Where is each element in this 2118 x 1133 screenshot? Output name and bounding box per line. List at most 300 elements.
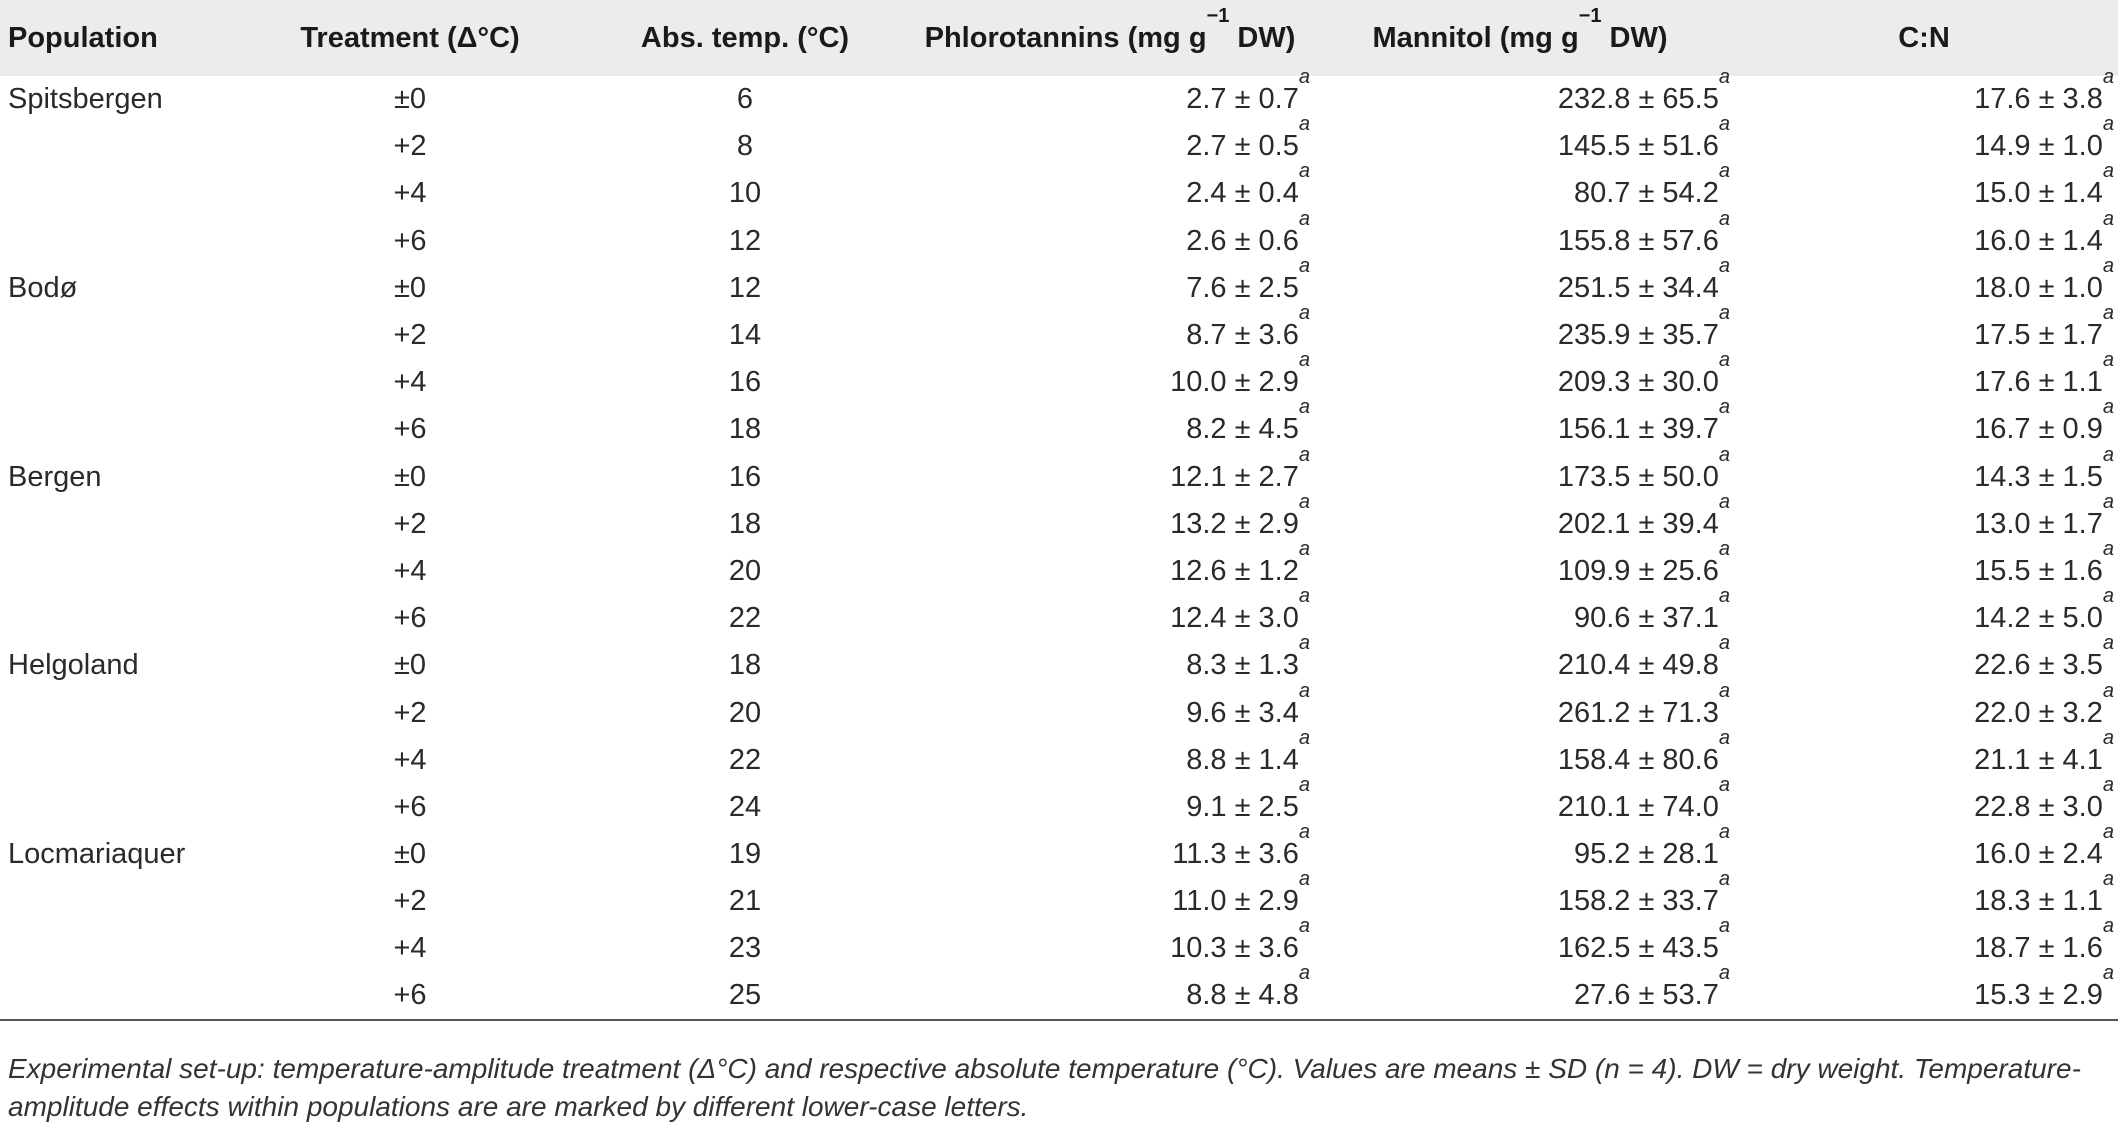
cell-phlorotannins	[910, 962, 1310, 1020]
cell-mannitol-significance-letter: a	[1718, 443, 1730, 466]
cell-abs-temp	[580, 973, 910, 1020]
table-row	[0, 737, 2118, 784]
cell-mannitol-value: 158.4 ± 80.6	[1557, 743, 1719, 776]
cell-phlorotannins-significance-letter: a	[1298, 962, 1310, 985]
cell-phlorotannins-value: 13.2 ± 2.9	[1170, 507, 1299, 540]
cell-mannitol-significance-letter: a	[1718, 868, 1730, 891]
cell-treatment-value: +2	[393, 885, 427, 918]
header-population: Population	[8, 21, 158, 54]
cell-abs-temp-value: 12	[728, 271, 762, 304]
cell-abs-temp	[580, 359, 910, 406]
cell-mannitol-significance-letter: a	[1718, 773, 1730, 796]
table-row	[0, 595, 2118, 642]
cell-cn-ratio	[1730, 915, 2118, 972]
header-treatment: Treatment (Δ°C)	[300, 21, 520, 54]
cell-phlorotannins-value: 8.7 ± 3.6	[1186, 319, 1299, 352]
cell-phlorotannins-significance-letter: a	[1298, 490, 1310, 513]
cell-mannitol-significance-letter: a	[1718, 349, 1730, 372]
cell-phlorotannins-significance-letter: a	[1298, 302, 1310, 325]
cell-phlorotannins-value: 7.6 ± 2.5	[1186, 271, 1299, 304]
cell-population	[0, 878, 240, 925]
cell-cn-ratio-significance-letter: a	[2102, 349, 2114, 372]
cell-mannitol-significance-letter: a	[1718, 302, 1730, 325]
cell-treatment	[240, 123, 580, 170]
cell-treatment	[240, 737, 580, 784]
cell-cn-ratio-significance-letter: a	[2102, 207, 2114, 230]
cell-treatment-value: +4	[393, 554, 427, 587]
cell-cn-ratio-significance-letter: a	[2102, 821, 2114, 844]
cell-mannitol-value: 173.5 ± 50.0	[1557, 460, 1719, 493]
cell-cn-ratio-significance-letter: a	[2102, 868, 2114, 891]
cell-cn-ratio-value: 22.0 ± 3.2	[1974, 696, 2103, 729]
cell-treatment-value: +6	[393, 224, 427, 257]
cell-phlorotannins-value: 8.8 ± 1.4	[1186, 743, 1299, 776]
cell-cn-ratio-value: 18.7 ± 1.6	[1974, 932, 2103, 965]
cell-mannitol-significance-letter: a	[1718, 821, 1730, 844]
header-mannitol	[1310, 0, 1730, 76]
table-row	[0, 784, 2118, 831]
cell-mannitol-value: 162.5 ± 43.5	[1557, 932, 1719, 965]
cell-cn-ratio-significance-letter: a	[2102, 113, 2114, 136]
cell-cn-ratio-value: 18.3 ± 1.1	[1974, 885, 2103, 918]
cell-phlorotannins-value: 2.7 ± 0.5	[1186, 130, 1299, 163]
cell-phlorotannins	[910, 868, 1310, 925]
cell-treatment	[240, 784, 580, 831]
cell-phlorotannins-significance-letter: a	[1298, 66, 1310, 89]
cell-population-value: Locmariaquer	[8, 838, 186, 871]
table-row	[0, 548, 2118, 595]
cell-treatment-value: +6	[393, 790, 427, 823]
cell-phlorotannins-value: 2.6 ± 0.6	[1186, 224, 1299, 257]
cell-mannitol-value: 210.4 ± 49.8	[1557, 649, 1719, 682]
cell-treatment-value: +4	[393, 743, 427, 776]
cell-abs-temp-value: 16	[728, 366, 762, 399]
cell-phlorotannins	[910, 679, 1310, 736]
cell-mannitol-value: 156.1 ± 39.7	[1557, 413, 1719, 446]
cell-cn-ratio-value: 16.0 ± 1.4	[1974, 224, 2103, 257]
cell-phlorotannins	[910, 254, 1310, 312]
header-mannitol-exponent: −1	[1578, 4, 1602, 27]
cell-cn-ratio-value: 17.6 ± 1.1	[1974, 366, 2103, 399]
cell-cn-ratio	[1730, 66, 2118, 123]
cell-treatment	[240, 642, 580, 689]
cell-population	[0, 501, 240, 548]
cell-phlorotannins-significance-letter: a	[1298, 679, 1310, 702]
cell-population	[0, 784, 240, 831]
cell-mannitol-significance-letter: a	[1718, 66, 1730, 89]
cell-treatment-value: +4	[393, 177, 427, 210]
cell-cn-ratio-significance-letter: a	[2102, 962, 2114, 985]
table-row	[0, 925, 2118, 972]
cell-cn-ratio-value: 16.0 ± 2.4	[1974, 838, 2103, 871]
cell-treatment	[240, 170, 580, 217]
cell-mannitol-significance-letter: a	[1718, 207, 1730, 230]
cell-population	[0, 925, 240, 972]
cell-phlorotannins-significance-letter: a	[1298, 868, 1310, 891]
cell-mannitol	[1310, 773, 1730, 831]
cell-treatment	[240, 76, 580, 123]
cell-phlorotannins	[910, 726, 1310, 784]
cell-phlorotannins	[910, 443, 1310, 501]
cell-cn-ratio	[1730, 254, 2118, 312]
cell-population	[0, 123, 240, 170]
cell-mannitol	[1310, 537, 1730, 595]
cell-cn-ratio	[1730, 773, 2118, 831]
cell-cn-ratio-significance-letter: a	[2102, 679, 2114, 702]
cell-abs-temp	[580, 831, 910, 878]
table-row	[0, 831, 2118, 878]
cell-abs-temp-value: 25	[728, 979, 762, 1012]
cell-treatment	[240, 831, 580, 878]
cell-abs-temp	[580, 595, 910, 642]
cell-mannitol	[1310, 679, 1730, 736]
cell-phlorotannins-value: 8.3 ± 1.3	[1186, 649, 1299, 682]
cell-phlorotannins-value: 2.4 ± 0.4	[1186, 177, 1299, 210]
cell-population	[0, 595, 240, 642]
cell-mannitol	[1310, 868, 1730, 925]
cell-abs-temp	[580, 170, 910, 217]
cell-phlorotannins	[910, 537, 1310, 595]
table-row	[0, 878, 2118, 925]
cell-abs-temp	[580, 123, 910, 170]
cell-abs-temp	[580, 737, 910, 784]
cell-cn-ratio	[1730, 349, 2118, 406]
cell-treatment	[240, 265, 580, 312]
cell-cn-ratio-value: 14.2 ± 5.0	[1974, 602, 2103, 635]
cell-abs-temp	[580, 76, 910, 123]
cell-mannitol-significance-letter: a	[1718, 726, 1730, 749]
cell-cn-ratio-value: 16.7 ± 0.9	[1974, 413, 2103, 446]
cell-abs-temp	[580, 218, 910, 265]
cell-phlorotannins	[910, 490, 1310, 548]
cell-treatment	[240, 218, 580, 265]
cell-cn-ratio	[1730, 490, 2118, 548]
cell-mannitol-value: 235.9 ± 35.7	[1557, 319, 1719, 352]
cell-phlorotannins-significance-letter: a	[1298, 726, 1310, 749]
cell-phlorotannins-value: 10.3 ± 3.6	[1170, 932, 1299, 965]
cell-mannitol-value: 232.8 ± 65.5	[1557, 83, 1719, 116]
cell-treatment-value: ±0	[393, 271, 427, 304]
cell-cn-ratio	[1730, 821, 2118, 878]
cell-abs-temp	[580, 925, 910, 972]
cell-cn-ratio	[1730, 113, 2118, 170]
cell-mannitol-value: 261.2 ± 71.3	[1557, 696, 1719, 729]
cell-mannitol	[1310, 207, 1730, 265]
cell-treatment-value: +4	[393, 366, 427, 399]
cell-phlorotannins-significance-letter: a	[1298, 207, 1310, 230]
cell-phlorotannins	[910, 160, 1310, 217]
cell-mannitol-significance-letter: a	[1718, 113, 1730, 136]
cell-cn-ratio-significance-letter: a	[2102, 585, 2114, 608]
cell-abs-temp-value: 14	[728, 319, 762, 352]
cell-phlorotannins-value: 11.3 ± 3.6	[1172, 838, 1299, 871]
cell-cn-ratio-value: 13.0 ± 1.7	[1974, 507, 2103, 540]
cell-mannitol-significance-letter: a	[1718, 679, 1730, 702]
cell-mannitol-value: 210.1 ± 74.0	[1557, 790, 1719, 823]
cell-abs-temp-value: 16	[728, 460, 762, 493]
cell-mannitol-significance-letter: a	[1718, 160, 1730, 183]
cell-phlorotannins-significance-letter: a	[1298, 537, 1310, 560]
cell-cn-ratio-significance-letter: a	[2102, 302, 2114, 325]
cell-phlorotannins	[910, 773, 1310, 831]
cell-mannitol-value: 158.2 ± 33.7	[1557, 885, 1719, 918]
cell-mannitol	[1310, 254, 1730, 312]
table-row	[0, 359, 2118, 406]
cell-cn-ratio-value: 14.9 ± 1.0	[1974, 130, 2103, 163]
cell-mannitol-value: 27.6 ± 53.7	[1573, 979, 1719, 1012]
table-row	[0, 406, 2118, 453]
cell-mannitol	[1310, 490, 1730, 548]
header-row	[0, 0, 2118, 76]
cell-mannitol-value: 80.7 ± 54.2	[1573, 177, 1719, 210]
cell-treatment-value: +6	[393, 602, 427, 635]
cell-mannitol	[1310, 160, 1730, 217]
header-cn-ratio: C:N	[1898, 21, 1950, 54]
cell-population	[0, 454, 240, 501]
cell-cn-ratio-value: 14.3 ± 1.5	[1974, 460, 2103, 493]
cell-cn-ratio	[1730, 962, 2118, 1020]
header-phlorotannins	[910, 0, 1310, 76]
cell-cn-ratio	[1730, 207, 2118, 265]
cell-mannitol-significance-letter: a	[1718, 396, 1730, 419]
cell-abs-temp	[580, 642, 910, 689]
cell-phlorotannins-value: 9.6 ± 3.4	[1186, 696, 1299, 729]
cell-population	[0, 973, 240, 1020]
cell-cn-ratio-value: 15.5 ± 1.6	[1974, 554, 2103, 587]
cell-population	[0, 406, 240, 453]
cell-abs-temp-value: 20	[728, 554, 762, 587]
cell-phlorotannins-value: 12.6 ± 1.2	[1170, 554, 1299, 587]
cell-cn-ratio	[1730, 868, 2118, 925]
table-row	[0, 312, 2118, 359]
cell-treatment-value: ±0	[393, 83, 427, 116]
table-row	[0, 973, 2118, 1020]
cell-mannitol	[1310, 349, 1730, 406]
cell-mannitol-value: 90.6 ± 37.1	[1573, 602, 1719, 635]
cell-abs-temp	[580, 501, 910, 548]
cell-mannitol-value: 109.9 ± 25.6	[1557, 554, 1719, 587]
cell-phlorotannins	[910, 349, 1310, 406]
cell-cn-ratio-value: 22.8 ± 3.0	[1974, 790, 2103, 823]
cell-phlorotannins	[910, 113, 1310, 170]
cell-treatment	[240, 406, 580, 453]
cell-mannitol-value: 251.5 ± 34.4	[1557, 271, 1719, 304]
cell-phlorotannins-significance-letter: a	[1298, 160, 1310, 183]
cell-phlorotannins-significance-letter: a	[1298, 113, 1310, 136]
cell-abs-temp-value: 18	[728, 413, 762, 446]
cell-abs-temp-value: 12	[728, 224, 762, 257]
cell-population	[0, 76, 240, 123]
cell-phlorotannins	[910, 207, 1310, 265]
cell-abs-temp-value: 18	[728, 507, 762, 540]
cell-mannitol	[1310, 66, 1730, 123]
cell-cn-ratio-significance-letter: a	[2102, 537, 2114, 560]
cell-treatment-value: +2	[393, 319, 427, 352]
cell-mannitol-significance-letter: a	[1718, 915, 1730, 938]
cell-treatment	[240, 973, 580, 1020]
cell-population	[0, 170, 240, 217]
cell-treatment	[240, 312, 580, 359]
cell-phlorotannins-significance-letter: a	[1298, 585, 1310, 608]
cell-treatment	[240, 925, 580, 972]
cell-mannitol-value: 209.3 ± 30.0	[1557, 366, 1719, 399]
cell-abs-temp	[580, 878, 910, 925]
cell-treatment-value: +6	[393, 979, 427, 1012]
cell-treatment-value: +2	[393, 696, 427, 729]
cell-mannitol	[1310, 443, 1730, 501]
cell-cn-ratio	[1730, 302, 2118, 359]
cell-cn-ratio	[1730, 632, 2118, 689]
cell-cn-ratio-significance-letter: a	[2102, 773, 2114, 796]
cell-phlorotannins-value: 9.1 ± 2.5	[1186, 790, 1299, 823]
cell-abs-temp-value: 20	[728, 696, 762, 729]
cell-treatment	[240, 501, 580, 548]
table-row	[0, 218, 2118, 265]
cell-mannitol	[1310, 632, 1730, 689]
cell-population	[0, 831, 240, 878]
cell-cn-ratio-significance-letter: a	[2102, 443, 2114, 466]
cell-phlorotannins	[910, 632, 1310, 689]
cell-mannitol-significance-letter: a	[1718, 490, 1730, 513]
cell-phlorotannins-value: 12.1 ± 2.7	[1170, 460, 1299, 493]
cell-phlorotannins	[910, 302, 1310, 359]
cell-phlorotannins-significance-letter: a	[1298, 254, 1310, 277]
cell-abs-temp-value: 22	[728, 743, 762, 776]
cell-abs-temp	[580, 312, 910, 359]
header-phlorotannins-text: Phlorotannins (mg g	[924, 21, 1207, 54]
cell-population-value: Bergen	[8, 460, 102, 493]
cell-population	[0, 737, 240, 784]
cell-treatment	[240, 689, 580, 736]
cell-abs-temp-value: 8	[736, 130, 754, 163]
cell-abs-temp	[580, 548, 910, 595]
cell-population	[0, 359, 240, 406]
cell-treatment-value: ±0	[393, 460, 427, 493]
cell-phlorotannins-significance-letter: a	[1298, 349, 1310, 372]
cell-mannitol-value: 202.1 ± 39.4	[1557, 507, 1719, 540]
table-row	[0, 170, 2118, 217]
cell-mannitol-significance-letter: a	[1718, 632, 1730, 655]
cell-mannitol	[1310, 113, 1730, 170]
cell-population	[0, 689, 240, 736]
cell-treatment	[240, 548, 580, 595]
cell-mannitol	[1310, 915, 1730, 972]
cell-mannitol-significance-letter: a	[1718, 585, 1730, 608]
cell-treatment-value: ±0	[393, 649, 427, 682]
cell-mannitol	[1310, 302, 1730, 359]
header-mannitol-text: Mannitol (mg g	[1372, 21, 1579, 54]
cell-mannitol-significance-letter: a	[1718, 537, 1730, 560]
cell-cn-ratio	[1730, 443, 2118, 501]
cell-cn-ratio-value: 21.1 ± 4.1	[1974, 743, 2103, 776]
cell-mannitol	[1310, 585, 1730, 642]
cell-abs-temp	[580, 689, 910, 736]
cell-abs-temp-value: 21	[728, 885, 762, 918]
cell-cn-ratio	[1730, 726, 2118, 784]
cell-phlorotannins-significance-letter: a	[1298, 632, 1310, 655]
cell-phlorotannins	[910, 396, 1310, 453]
cell-cn-ratio-significance-letter: a	[2102, 66, 2114, 89]
cell-treatment	[240, 878, 580, 925]
cell-treatment-value: +4	[393, 932, 427, 965]
cell-cn-ratio-value: 17.5 ± 1.7	[1974, 319, 2103, 352]
cell-cn-ratio-significance-letter: a	[2102, 632, 2114, 655]
cell-treatment	[240, 454, 580, 501]
table-row	[0, 642, 2118, 689]
cell-mannitol-value: 145.5 ± 51.6	[1557, 130, 1719, 163]
cell-phlorotannins-value: 8.8 ± 4.8	[1186, 979, 1299, 1012]
cell-cn-ratio-significance-letter: a	[2102, 254, 2114, 277]
header-phlorotannins-exponent: −1	[1206, 4, 1230, 27]
header-phlorotannins-unit: DW)	[1229, 21, 1296, 54]
cell-treatment-value: +6	[393, 413, 427, 446]
cell-abs-temp-value: 23	[728, 932, 762, 965]
cell-population-value: Bodø	[8, 271, 78, 304]
cell-mannitol	[1310, 821, 1730, 878]
cell-cn-ratio	[1730, 160, 2118, 217]
table-row	[0, 454, 2118, 501]
cell-abs-temp-value: 10	[728, 177, 762, 210]
cell-cn-ratio-significance-letter: a	[2102, 915, 2114, 938]
cell-phlorotannins	[910, 915, 1310, 972]
cell-phlorotannins-value: 2.7 ± 0.7	[1186, 83, 1299, 116]
cell-phlorotannins-value: 11.0 ± 2.9	[1172, 885, 1299, 918]
cell-population	[0, 312, 240, 359]
table-body	[0, 66, 2118, 1020]
cell-phlorotannins-significance-letter: a	[1298, 396, 1310, 419]
cell-abs-temp-value: 6	[736, 83, 754, 116]
cell-treatment-value: +2	[393, 130, 427, 163]
cell-abs-temp-value: 18	[728, 649, 762, 682]
cell-treatment-value: +2	[393, 507, 427, 540]
cell-phlorotannins-significance-letter: a	[1298, 915, 1310, 938]
table-footnote: Experimental set-up: temperature-amplitude treatment (Δ°C) and respective absolute temperature (°C). Values are means ± SD (n = 4). DW = dry weight. Temperature-amplitude effects within populations are are marked by different lower-case letters.	[8, 1053, 2081, 1122]
cell-cn-ratio-value: 22.6 ± 3.5	[1974, 649, 2103, 682]
table-row	[0, 76, 2118, 123]
cell-abs-temp-value: 19	[728, 838, 762, 871]
cell-treatment-value: ±0	[393, 838, 427, 871]
cell-cn-ratio	[1730, 679, 2118, 736]
cell-phlorotannins-value: 12.4 ± 3.0	[1170, 602, 1299, 635]
cell-abs-temp	[580, 406, 910, 453]
cell-treatment	[240, 595, 580, 642]
cell-abs-temp	[580, 265, 910, 312]
cell-phlorotannins-significance-letter: a	[1298, 821, 1310, 844]
table-row	[0, 501, 2118, 548]
header-mannitol-unit: DW)	[1601, 21, 1668, 54]
cell-phlorotannins-significance-letter: a	[1298, 443, 1310, 466]
cell-phlorotannins-value: 8.2 ± 4.5	[1186, 413, 1299, 446]
cell-mannitol	[1310, 962, 1730, 1020]
table-row	[0, 689, 2118, 736]
cell-population	[0, 265, 240, 312]
cell-phlorotannins-value: 10.0 ± 2.9	[1170, 366, 1299, 399]
cell-cn-ratio-significance-letter: a	[2102, 726, 2114, 749]
table-row	[0, 123, 2118, 170]
table-row	[0, 265, 2118, 312]
cell-cn-ratio-significance-letter: a	[2102, 396, 2114, 419]
cell-mannitol-significance-letter: a	[1718, 962, 1730, 985]
cell-cn-ratio-value: 15.0 ± 1.4	[1974, 177, 2103, 210]
cell-phlorotannins-significance-letter: a	[1298, 773, 1310, 796]
cell-abs-temp-value: 24	[728, 790, 762, 823]
cell-population-value: Spitsbergen	[8, 83, 163, 116]
cell-cn-ratio-value: 15.3 ± 2.9	[1974, 979, 2103, 1012]
cell-mannitol-value: 155.8 ± 57.6	[1557, 224, 1719, 257]
cell-mannitol	[1310, 396, 1730, 453]
cell-mannitol-value: 95.2 ± 28.1	[1573, 838, 1719, 871]
cell-phlorotannins	[910, 66, 1310, 123]
